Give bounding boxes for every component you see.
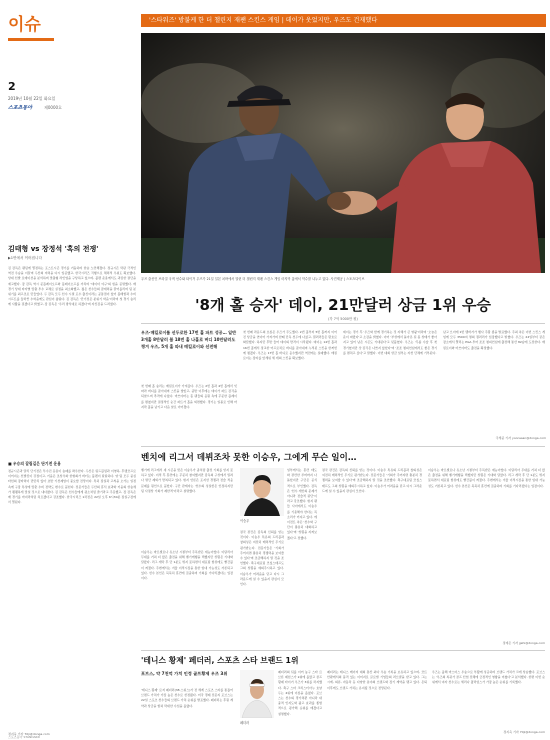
edition-date: 2019년 10월 22일 화요일 <box>8 96 56 101</box>
baseball-credit: 정재은 기자 jjehi@donga.com <box>502 641 545 645</box>
top-banner <box>141 14 546 27</box>
tennis-headline: '테니스 황제' 페더러, 스포츠 스타 브랜드 1위 <box>141 656 299 665</box>
tennis-deck: 포브스, 약 7천억 가치 인정 골프황제 우즈 3위 <box>141 671 228 676</box>
golf-deck: (각 7억 5000만 원) <box>328 317 358 321</box>
top-banner-text: '스타워즈' 방불케 한 더 챌린지 재팬 스킨스 게임 | 데이가 웃었지만, 우즈도 건재했다 <box>149 17 378 24</box>
baseball-body-3b: 결국 관건은 감독의 신뢰를 얻는 것이다. 이승우 특유의 드리블과 창의성은 여전히 매력적인 무기로 평가받는다. 전문가들은 '기회가 주어지면 충분히 경쟁력을 보여줄 수 있다'며 조급해하지 말 것을 조언했다. 축구대표팀 코칭스태프도 그의 상황을 예의주시하고 있다. 이승우가 어려움을 딛고 다시 그라운드에 설 수 있을지 관심이 모인다. <box>240 530 284 587</box>
golf-photo-caption: 우즈 출신인 브라질 국적 선수와 타이거 우즈가 21일 일본 치바에서 열린 더 챌린지 재팬 스킨스 게임 마지막 홀에서 악수를 나누고 있다. 사진제공 | 스포츠다이브 <box>141 277 365 281</box>
golf-lead: 우즈·매킬로이를 선두로한 17번 홀 파트 성공… 일반 3개홀 8만달러 불 18번 홀 나홀로 버디 10만달러도 챙겨 우즈, 5개 홀 따내 매킬로이와 선전해 <box>141 330 237 349</box>
federer-photo-image <box>240 670 274 718</box>
baseball-body-2: 이승우는 바르셀로나 유소년 시절부터 주목받은 재능이었다. 이탈리아 무대를 거쳐 더 많은 출전을 위해 벨기에행을 택했지만 상황은 기대와 달랐다. 리그 개막 후 단 1분도 뛰지 못하면서 대표팀 합류에도 빨간불이 켜졌다. 주변에서는 겨울 이적시장을 통한 임대 가능성도 거론되고 있다. 선수 본인은 묵묵히 훈련에 집중하며 기회를 기다리겠다는 입장이다. <box>141 550 233 581</box>
golf-photo <box>141 33 545 273</box>
tennis-body-3: 페더러는 테니스 메이저 대회 통산 최다 우승 기록을 보유하고 있으며, 코트 안팎에서의 품격 있는 이미지로 글로벌 기업들의 러브콜을 받고 있다. 그는 시계, 의류, 자동차 등 다양한 분야의 브랜드와 장기 계약을 맺고 있다. 은퇴 이후에도 브랜드 가치는 유지될 것으로 전망된다. <box>327 670 427 690</box>
issue-number: 제0000호 <box>44 105 62 110</box>
masthead-logo: 스포츠동아 <box>8 105 33 111</box>
lee-photo-caption: 이승우 <box>240 519 250 523</box>
lee-photo <box>240 468 284 516</box>
footer-text: 스포츠동아 STANDARD <box>8 735 40 739</box>
left-byline: ▶1면에서 이어집니다 <box>8 256 42 260</box>
baseball-rule-top <box>141 446 545 447</box>
baseball-body-5: 이승우는 바르셀로나 유소년 시절부터 주목받은 재능이었다. 이탈리아 무대를 거쳐 더 많은 출전을 위해 벨기에행을 택했지만 상황은 기대와 달랐다. 리그 개막 후 단 1분도 뛰지 못하면서 대표팀 합류에도 빨간불이 켜졌다. 주변에서는 겨울 이적시장을 통한 임대 가능성도 거론되고 있다. 선수 본인은 묵묵히 훈련에 집중하며 기회를 기다리겠다는 입장이다. <box>428 468 545 488</box>
tennis-credit: 정지욱 기자 70ji@donga.com <box>503 730 545 734</box>
golf-headline: '8개 홀 승자' 데이, 21만달러 상금 1위 우승 <box>194 296 492 314</box>
section-label: 이슈 <box>8 15 41 35</box>
golf-body-1: 첫 번째 홀 승리는 매킬로이가 가져갔다. 우즈는 2번 홀과 4번 홀에서 잇따라 버디를 잡아내며 스킨을 쌓았고, 중반 이후에는 데이가 퍼트 감각을 되찾으며 추격에 나섰다. 마쓰야마는 홈 팬들의 응원 속에 꾸준한 플레이를 펼쳤지만 결정적인 순간 퍼트가 홀을 외면했다. 경기는 일몰로 인해 마지막 홀을 남기고 다음 날로 이어졌다. <box>141 384 237 409</box>
tennis-body-1: '테니스 황제' 로저 페더러(38·스위스)가 전 세계 스포츠 스타를 통틀어 브랜드 가치가 가장 높은 선수로 선정됐다. 미국 경제 전문지 포브스는 22일 스포츠 선수들의 브랜드 가치 순위를 발표했다. 페더러는 후원 계약과 상금을 합쳐 막대한 수입을 올렸다. <box>141 688 233 708</box>
tennis-body-4: 우즈는 올해 마스터스 우승으로 부활에 성공하며 브랜드 가치가 크게 상승했다. 포브스는 '우즈의 복귀가 골프 산업 전체에 긍정적인 영향을 미쳤다'고 분석했다. 한편 이번 순위에서 여자 선수로는 세리나 윌리엄스가 가장 높은 순위를 기록했다. <box>432 670 545 685</box>
section-rule <box>8 38 54 41</box>
golf-rule <box>141 323 545 324</box>
federer-photo <box>240 670 274 718</box>
page-number: 2 <box>8 80 16 93</box>
golf-body-3: 데이는 경기 후 '우즈와 함께 경기하는 것 자체가 큰 영광'이라며 '오늘은 운이 따랐다'고 소감을 밝혔다. 이어 '부상에서 돌아온 뒤 몸 상태가 좋아지고 있어 남은 시즌도 기대된다'고 덧붙였다. 우즈는 '무릎 수술 후 첫 경기였지만 샷 감각은 나쁘지 않았다'며 '조조 챔피언십에서도 좋은 경기를 펼치고 싶다'고 말했다. 이번 대회 상금 일부는 자선 단체에 기부된다. <box>343 330 437 355</box>
golf-credit: 국세중 기자 yoonssan@donga.com <box>495 436 546 440</box>
baseball-body-4: 결국 관건은 감독의 신뢰를 얻는 것이다. 이승우 특유의 드리블과 창의성은 여전히 매력적인 무기로 평가받는다. 전문가들은 '기회가 주어지면 충분히 경쟁력을 보여줄 수 있다'며 조급해하지 말 것을 조언했다. 축구대표팀 코칭스태프도 그의 상황을 예의주시하고 있다. 이승우가 어려움을 딛고 다시 그라운드에 설 수 있을지 관심이 모인다. <box>322 468 422 493</box>
tennis-body-2: 페더러의 뒤를 이어 농구 스타 르브론 제임스가 2위에 올랐고 골프 황제 타이거 우즈가 3위를 차지했다. 축구 스타 크리스티아누 호날두는 4위에 이름을 올렸다. 포브스는 선수의 경기력뿐 아니라 대중적 인지도와 광고 효과를 종합적으로 평가해 순위를 매겼다고 설명했다. <box>278 670 322 716</box>
baseball-body-1: 벨기에 리그에서 새 시즌을 맞은 이승우가 좀처럼 출전 기회를 얻지 못하고 있다. 이적 후 훈련에는 꾸준히 참여했지만 감독의 구상에서 밀려나 명단 제외가 반복되고 있다. 현지 언론은 포지션 경쟁과 전술 적응 문제를 원인으로 꼽았다. 구단 관계자는 '선수의 성실함은 인정하지만 팀 사정상 기회가 제한적'이라고 설명했다. <box>141 468 233 493</box>
left-body-1: 김 감독은 팬덤에 열정하는 포스트시즌 경기를 거듭하며 한층 노련해졌다. 정규시즌 막판 극적인 역전 우승을 이끌며 두산의 저력을 다시 입증했고, 한국시리즈 직행으로 체력적 우위도 확보했다. 상대 선발 로테이션을 분석하며 맞춤형 라인업을 구상하고 있으며, 불펜 운용에서도 과감한 결단을 예고했다. 장 감독 역시 준플레이오프와 플레이오프를 거치며 '데이터 야구'의 힘을 증명했다. 매 경기 상대 타자별 맞춤 투수 교체로 실점을 최소화했고, 젊은 선수들의 잠재력을 끌어올리며 팀 분위기를 최고조로 만들었다. 두 감독 모두 선수 시절 포수 출신이라는 공통점이 있어 볼배합과 수비 시프트를 둘러싼 수싸움에도 관심이 쏠린다. 김 감독은 '단기전은 분위기 싸움'이라며 첫 경기 승리에 사활을 걸겠다고 밝혔고, 장 감독은 '우리 방식대로 하겠다'며 자신감을 드러냈다. <box>8 266 136 307</box>
golf-body-4: 남고 브이에 1번 멤버거가 행사 주황 종을 발표했다. 주최 측은 이번 스킨스 게임에 모두 3500여 명의 갤러리가 입장했다고 밝혔다. 우즈는 24일부터 같은 장소에서 열리는 PGA 투어 조조 챔피언십에 출전해 통산 82승에 도전한다. 매킬로이와 마쓰야마도 출전을 확정했다. <box>443 330 545 350</box>
baseball-headline: 벤치에 리그서 데뷔조차 못한 이승우, 그에게 무슨 일이… <box>141 453 357 463</box>
federer-photo-caption: 페더러 <box>240 721 250 725</box>
left-subhead: ■ 우승의 갈림길은 단기전 운용 <box>8 461 61 466</box>
golf-photo-image <box>141 33 545 273</box>
baseball-body-3: 일부에서는 훈련 태도와 관련한 루머까지 나돌았지만 구단은 공식적으로 부인했다. 감독은 '선수 개인의 문제가 아니라 전술적 판단'이라고 강조했다. 현지 팬들 사이에서도 이승우를 기용해야 한다는 목소리가 커지고 있다. 에이전트 측은 '선수와 구단이 충분히 대화하고 있다'며 '상황을 지켜보겠다'고 전했다. <box>287 468 317 540</box>
golf-body-2: 첫 번째 라운드의 흐름은 우즈가 주도했다. 2번 홀부터 5번 홀까지 이어진 상금을 연이어 가져가며 한때 단독 선두에 나섰고, 갤러리들은 환호로 화답했다. 하지만 후반 들어 데이의 반격이 시작됐다. 데이는 14번 홀과 16번 홀에서 정교한 어프로치로 버디를 잡아내며 누적된 스킨을 한꺼번에 챙겼다. 우즈는 17번 홀 버디로 응수했지만 역전에는 실패했다. 매킬로이는 장타를 앞세워 세 개의 스킨을 확보했다. <box>243 330 337 361</box>
tennis-rule-top <box>141 650 545 651</box>
lee-photo-image <box>240 468 284 516</box>
left-body-2: 정규시즌과 달리 단기전은 투수진 운용이 승패를 좌우한다. 두산은 린드블럼과 이영하, 후랭코프로 이어지는 선발진이 강점이고, 키움은 조상우와 한현희가 버티는 불펜이 탄탄하다. 양 팀 모두 중심타선의 장타력이 만만치 않아 초반 기선제압이 중요할 전망이다. 특히 잠실과 고척을 오가는 일정 속에 구장 특성에 맞춘 수비 전략도 변수로 꼽힌다. 전문가들은 두산의 휴식 효과와 키움의 상승세가 팽팽하게 맞설 것으로 내다봤다. 김 감독은 선수들에게 평소처럼 즐기라고 주문했고, 장 감독은 매 경기를 마지막처럼 치르겠다고 강조했다. 한국시리즈 1차전은 22일 오후 6시30분 잠실구장에서 열린다. <box>8 469 136 505</box>
left-credit: 정지욱 기자 70ji@donga.com <box>8 732 50 736</box>
left-headline: 김태형 vs 장정석 '혹의 전쟁' <box>8 245 99 253</box>
